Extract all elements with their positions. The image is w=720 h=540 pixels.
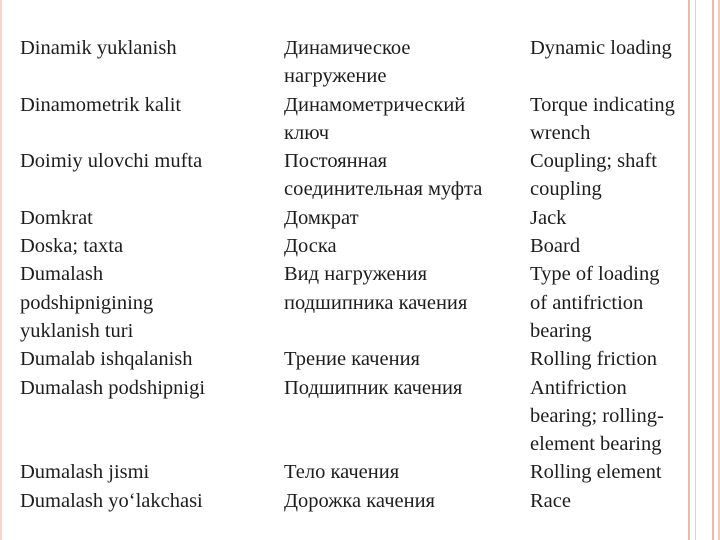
term-uzbek: Doska; taxta [20, 235, 124, 258]
term-russian: Динамическое нагружение [284, 37, 411, 88]
glossary-row [20, 487, 692, 515]
glossary-row [20, 204, 692, 232]
term-uzbek: Dumalash jismi [20, 461, 150, 484]
glossary-row [20, 345, 692, 373]
term-english: Race [530, 489, 571, 512]
term-uzbek: Doimiy ulovchi mufta [20, 150, 203, 173]
term-english: Rolling element [530, 461, 662, 484]
term-english: Dynamic loading [530, 37, 672, 59]
term-russian: Домкрат [284, 206, 359, 229]
term-russian: Дорожка качения [284, 489, 435, 512]
term-english: Torque indicating wrench [530, 93, 675, 144]
decorative-rail [695, 0, 696, 540]
left-edge-stripe [0, 0, 2, 540]
term-english: Type of loading of antifriction bearing [530, 263, 660, 342]
term-russian: Постоянная соединительная муфта [284, 150, 483, 201]
glossary-row [20, 232, 692, 260]
term-uzbek: Dumalash podshipnigining yuklanish turi [20, 263, 154, 342]
term-russian: Доска [284, 235, 337, 258]
term-uzbek: Dinamometrik kalit [20, 93, 182, 116]
term-russian: Динамометрический ключ [284, 93, 466, 144]
term-uzbek: Dumalab ishqalanish [20, 348, 193, 371]
glossary-row [20, 147, 692, 204]
glossary-row [20, 260, 692, 345]
glossary-row [20, 91, 692, 148]
term-uzbek: Dumalash yo‘lakchasi [20, 489, 203, 512]
term-russian: Подшипник качения [284, 376, 463, 399]
term-english: Coupling; shaft coupling [530, 150, 657, 201]
term-english: Board [530, 235, 581, 258]
glossary-row [20, 374, 692, 459]
term-uzbek: Dumalash podshipnigi [20, 376, 206, 399]
decorative-rail [712, 0, 714, 540]
term-uzbek: Domkrat [20, 206, 93, 229]
glossary-row [20, 34, 692, 91]
term-english: Rolling friction [530, 348, 657, 371]
term-uzbek: Dinamik yuklanish [20, 37, 177, 59]
glossary-table [20, 34, 692, 515]
term-english: Antifriction bearing; rolling- element bearing [530, 376, 664, 456]
term-russian: Вид нагружения подшипника качения [284, 263, 468, 314]
term-english: Jack [530, 206, 567, 229]
term-russian: Тело качения [284, 461, 400, 484]
glossary-row [20, 458, 692, 486]
term-russian: Трение качения [284, 348, 420, 371]
